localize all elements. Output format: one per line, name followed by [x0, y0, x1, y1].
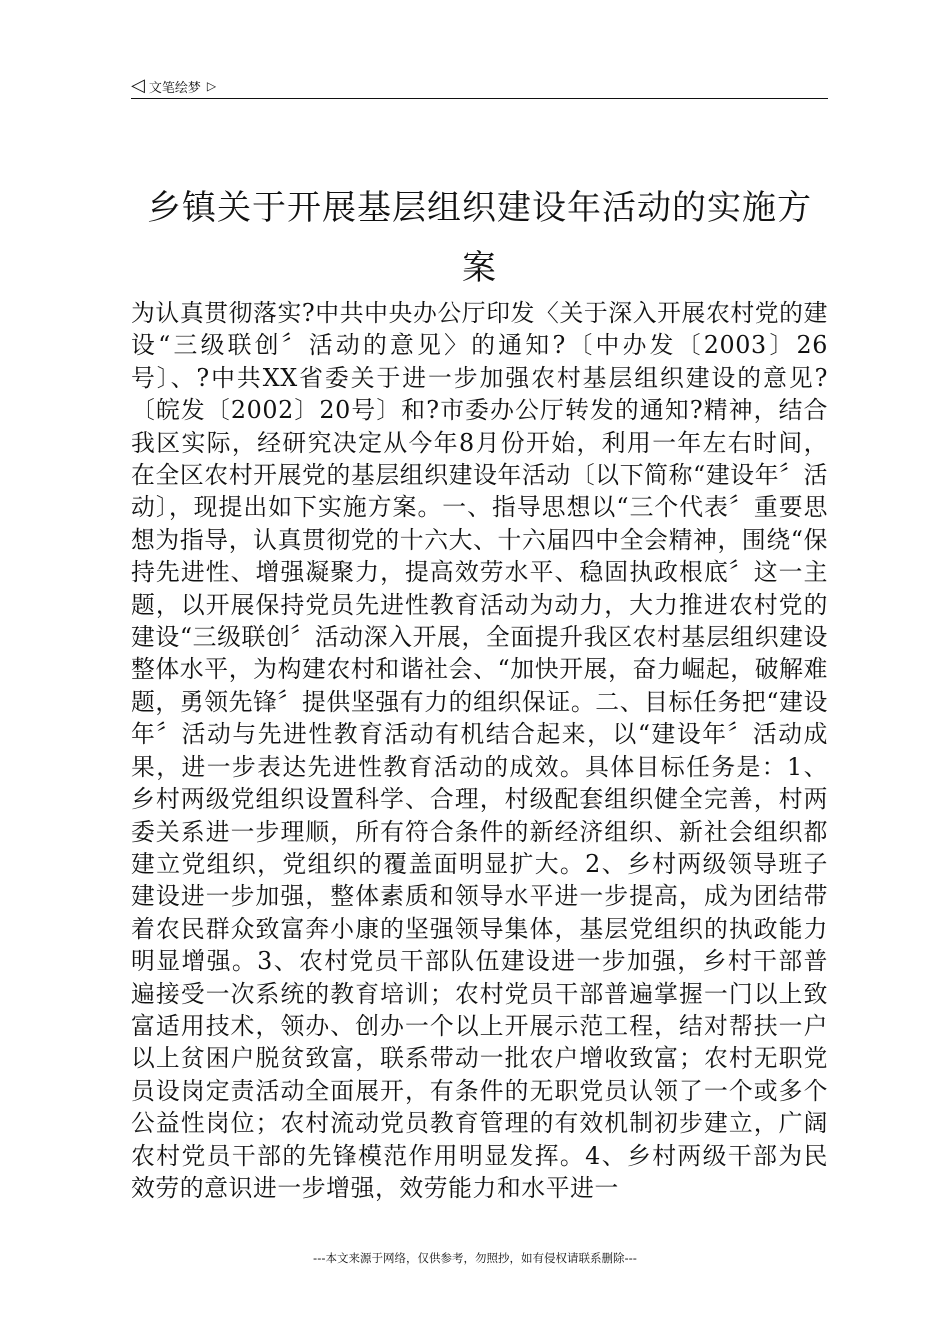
triangle-right-icon: ▷: [206, 79, 217, 93]
document-body: 为认真贯彻落实?中共中央办公厅印发〈关于深入开展农村党的建设“三级联创〞活动的意见〉的通知?〔中办发〔2003〕26号〕、?中共XX省委关于进一步加强农村基层组织建设的意见?〔皖发〔2002〕20号〕和?市委办公厅转发的通知?精神，结合我区实际，经研究决定从今年8月份开始，利用一年左右时间，在全区农村开展党的基层组织建设年活动〔以下简称“建设年〞活动〕，现提出如下实施方案。一、指导思想以“三个代表〞重要思想为指导，认真贯彻党的十六大、十六届四中全会精神，围绕“保持先进性、增强凝聚力，提高效劳水平、稳固执政根底〞这一主题，以开展保持党员先进性教育活动为动力，大力推进农村党的建设“三级联创〞活动深入开展，全面提升我区农村基层组织建设整体水平，为构建农村和谐社会、“加快开展，奋力崛起，破解难题，勇领先锋〞提供坚强有力的组织保证。二、目标任务把“建设年〞活动与先进性教育活动有机结合起来，以“建设年〞活动成果，进一步表达先进性教育活动的成效。具体目标任务是：1、乡村两级党组织设置科学、合理，村级配套组织健全完善，村两委关系进一步理顺，所有符合条件的新经济组织、新社会组织都建立党组织，党组织的覆盖面明显扩大。2、乡村两级领导班子建设进一步加强，整体素质和领导水平进一步提高，成为团结带着农民群众致富奔小康的坚强领导集体，基层党组织的执政能力明显增强。3、农村党员干部队伍建设进一步加强，乡村干部普遍接受一次系统的教育培训；农村党员干部普遍掌握一门以上致富适用技术，领办、创办一个以上开展示范工程，结对帮扶一户以上贫困户脱贫致富，联系带动一批农户增收致富；农村无职党员设岗定责活动全面展开，有条件的无职党员认领了一个或多个公益性岗位；农村流动党员教育管理的有效机制初步建立，广阔农村党员干部的先锋模范作用明显发挥。4、乡村两级干部为民效劳的意识进一步增强，效劳能力和水平进一: [131, 299, 828, 1202]
header-brand: 文笔绘梦: [148, 80, 201, 96]
document-title: 乡镇关于开展基层组织建设年活动的实施方案: [147, 188, 812, 288]
page-footer: ---本文来源于网络，仅供参考，勿照抄，如有侵权请联系删除---: [313, 1251, 637, 1265]
page-header: [131, 74, 828, 98]
triangle-left-icon: ◁: [131, 75, 145, 96]
header-divider: [131, 98, 828, 99]
